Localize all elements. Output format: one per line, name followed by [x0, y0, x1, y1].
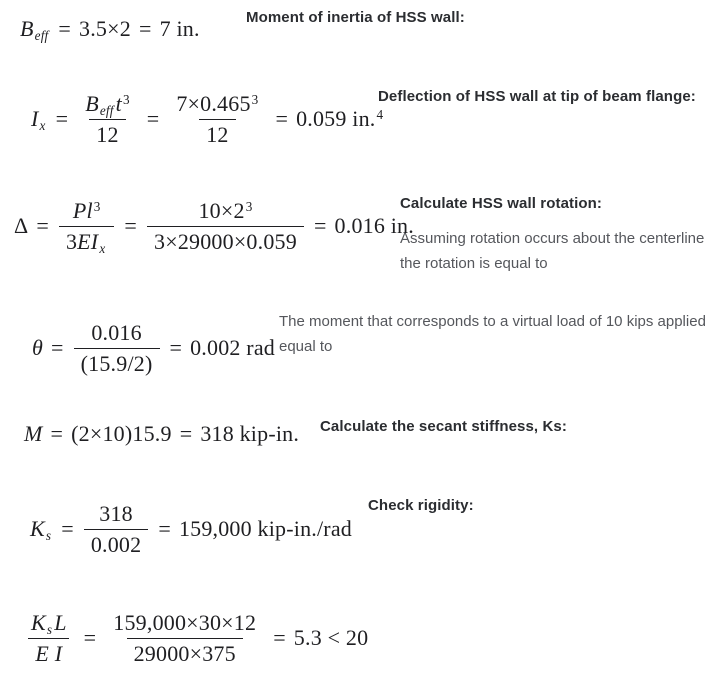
math-number: 0.002 rad [190, 335, 276, 360]
fraction-denominator [89, 119, 125, 149]
math-run [66, 229, 107, 254]
math-operator: = [36, 213, 49, 238]
math-subscript: x [99, 240, 106, 256]
math-number: 29000×375 [133, 640, 236, 666]
math-operator: = [275, 106, 289, 131]
math-variable: M [24, 421, 43, 446]
fraction-denominator [28, 638, 69, 668]
math-operator: = [146, 106, 160, 131]
math-number: 0.016 in. [334, 213, 414, 238]
math-run [265, 625, 368, 651]
math-subscript: eff [34, 28, 49, 44]
math-run [99, 501, 133, 526]
math-number: 7×0.465 [176, 91, 251, 116]
math-variable: P [72, 198, 87, 223]
math-subscript: s [45, 528, 52, 544]
math-variable: l [86, 198, 93, 223]
fraction-denominator [84, 529, 149, 559]
fraction-numerator [106, 609, 263, 638]
math-run [31, 106, 76, 132]
fraction-denominator [147, 226, 304, 256]
math-run [76, 625, 105, 651]
fraction-numerator [191, 197, 259, 226]
math-operator: = [55, 106, 69, 131]
math-operator: = [124, 213, 138, 238]
equation-effective-width [20, 16, 200, 42]
math-number: 3×29000×0.059 [154, 228, 297, 254]
math-number: 10×2 [198, 198, 245, 223]
math-number: 0.002 [90, 531, 142, 557]
math-operator: = [138, 16, 152, 41]
label-moment-note: The moment that corresponds to a virtual load of 10 kips applied equal to [279, 313, 706, 355]
fraction-denominator [199, 119, 235, 149]
math-variable: I [31, 106, 39, 131]
math-fraction [147, 197, 304, 255]
math-number: 12 [96, 121, 119, 147]
math-run [73, 198, 101, 223]
math-run [306, 213, 414, 239]
math-run [198, 198, 252, 223]
math-superscript: 3 [122, 91, 130, 107]
label-rotation-note: Assuming rotation occurs about the centerline the rotation is equal to [400, 230, 705, 272]
math-variable: B [85, 91, 99, 116]
math-variable: K [30, 516, 45, 541]
math-run [139, 106, 168, 132]
math-number: Δ [14, 213, 29, 238]
math-operator: = [58, 16, 72, 41]
math-subscript: x [39, 118, 46, 134]
math-operator: = [83, 625, 97, 650]
math-variable: K [31, 610, 46, 635]
math-variable: L [54, 610, 67, 635]
math-subscript: eff [99, 103, 114, 119]
math-operator: = [158, 516, 171, 541]
math-run [150, 516, 352, 542]
fraction-numerator [24, 609, 74, 638]
equation-rigidity-check [22, 609, 368, 667]
equation-moment-of-inertia [31, 90, 383, 148]
fraction-denominator [74, 348, 160, 378]
fraction-denominator [127, 638, 243, 668]
math-run [35, 641, 62, 666]
math-fraction [59, 197, 114, 255]
fraction-numerator [92, 500, 140, 529]
math-variable: EI [77, 228, 99, 254]
math-run [85, 91, 130, 119]
math-superscript: 3 [93, 198, 101, 214]
label-secant-stiffness-heading: Calculate the secant stiffness, Ks: [320, 418, 567, 435]
math-number: 0.016 [91, 320, 142, 345]
label-moment-inertia-heading: Moment of inertia of HSS wall: [246, 9, 465, 26]
fraction-numerator [84, 319, 149, 348]
label-rotation-heading: Calculate HSS wall rotation: [400, 195, 603, 212]
math-variable: E I [35, 640, 63, 666]
math-variable: t [115, 91, 122, 116]
math-number: 3 [65, 228, 78, 254]
math-run [154, 229, 297, 254]
fraction-numerator [78, 90, 137, 119]
math-operator: = [179, 421, 193, 446]
equation-moment [24, 421, 299, 447]
math-number: (15.9/2) [80, 350, 153, 376]
fraction-numerator [66, 197, 108, 226]
math-number: 7 in. [159, 16, 200, 41]
equation-rotation [32, 319, 275, 377]
math-run [176, 91, 258, 116]
math-subscript: s [46, 622, 53, 638]
math-run [91, 532, 142, 557]
math-run [31, 610, 67, 638]
math-run [134, 641, 236, 666]
math-fraction [24, 609, 74, 667]
math-number: 318 [99, 501, 133, 526]
math-run [24, 421, 299, 447]
math-run [116, 213, 145, 239]
math-number: 318 kip-in. [200, 421, 300, 446]
math-number: (2×10)15.9 [71, 421, 172, 446]
math-operator: = [313, 213, 327, 238]
math-number: 159,000 kip-in./rad [178, 516, 352, 541]
math-run [32, 335, 72, 361]
math-fraction [84, 500, 149, 558]
math-operator: = [273, 625, 286, 650]
math-run [96, 122, 118, 147]
equation-deflection [14, 197, 414, 255]
math-fraction [78, 90, 137, 148]
math-variable: B [20, 16, 34, 41]
math-operator: = [51, 335, 64, 360]
math-operator: = [50, 421, 64, 446]
math-operator: = [169, 335, 183, 360]
fraction-numerator [169, 90, 265, 119]
math-number: 12 [206, 121, 229, 147]
label-deflection-heading: Deflection of HSS wall at tip of beam flange: [378, 88, 696, 105]
math-operator: = [61, 516, 74, 541]
math-run [162, 335, 276, 361]
fraction-denominator [59, 226, 114, 256]
math-number: 3.5×2 [79, 16, 131, 41]
math-fraction [74, 319, 160, 377]
math-run [206, 122, 228, 147]
math-fraction [169, 90, 265, 148]
math-number: 5.3 < 20 [293, 625, 369, 650]
math-fraction [106, 609, 263, 667]
math-run [14, 213, 57, 239]
math-run [267, 106, 383, 132]
math-number: 159,000×30×12 [113, 610, 257, 635]
math-run [81, 351, 153, 376]
math-run [30, 516, 82, 542]
math-variable: θ [32, 335, 44, 360]
math-number: 0.059 in. [296, 106, 376, 131]
math-run [91, 320, 142, 345]
equation-secant-stiffness [30, 500, 352, 558]
math-superscript: 3 [245, 198, 253, 214]
math-run [20, 16, 200, 42]
math-superscript: 3 [251, 91, 259, 107]
label-rigidity-heading: Check rigidity: [368, 497, 474, 514]
math-superscript: 4 [376, 106, 384, 122]
math-run [113, 610, 256, 635]
